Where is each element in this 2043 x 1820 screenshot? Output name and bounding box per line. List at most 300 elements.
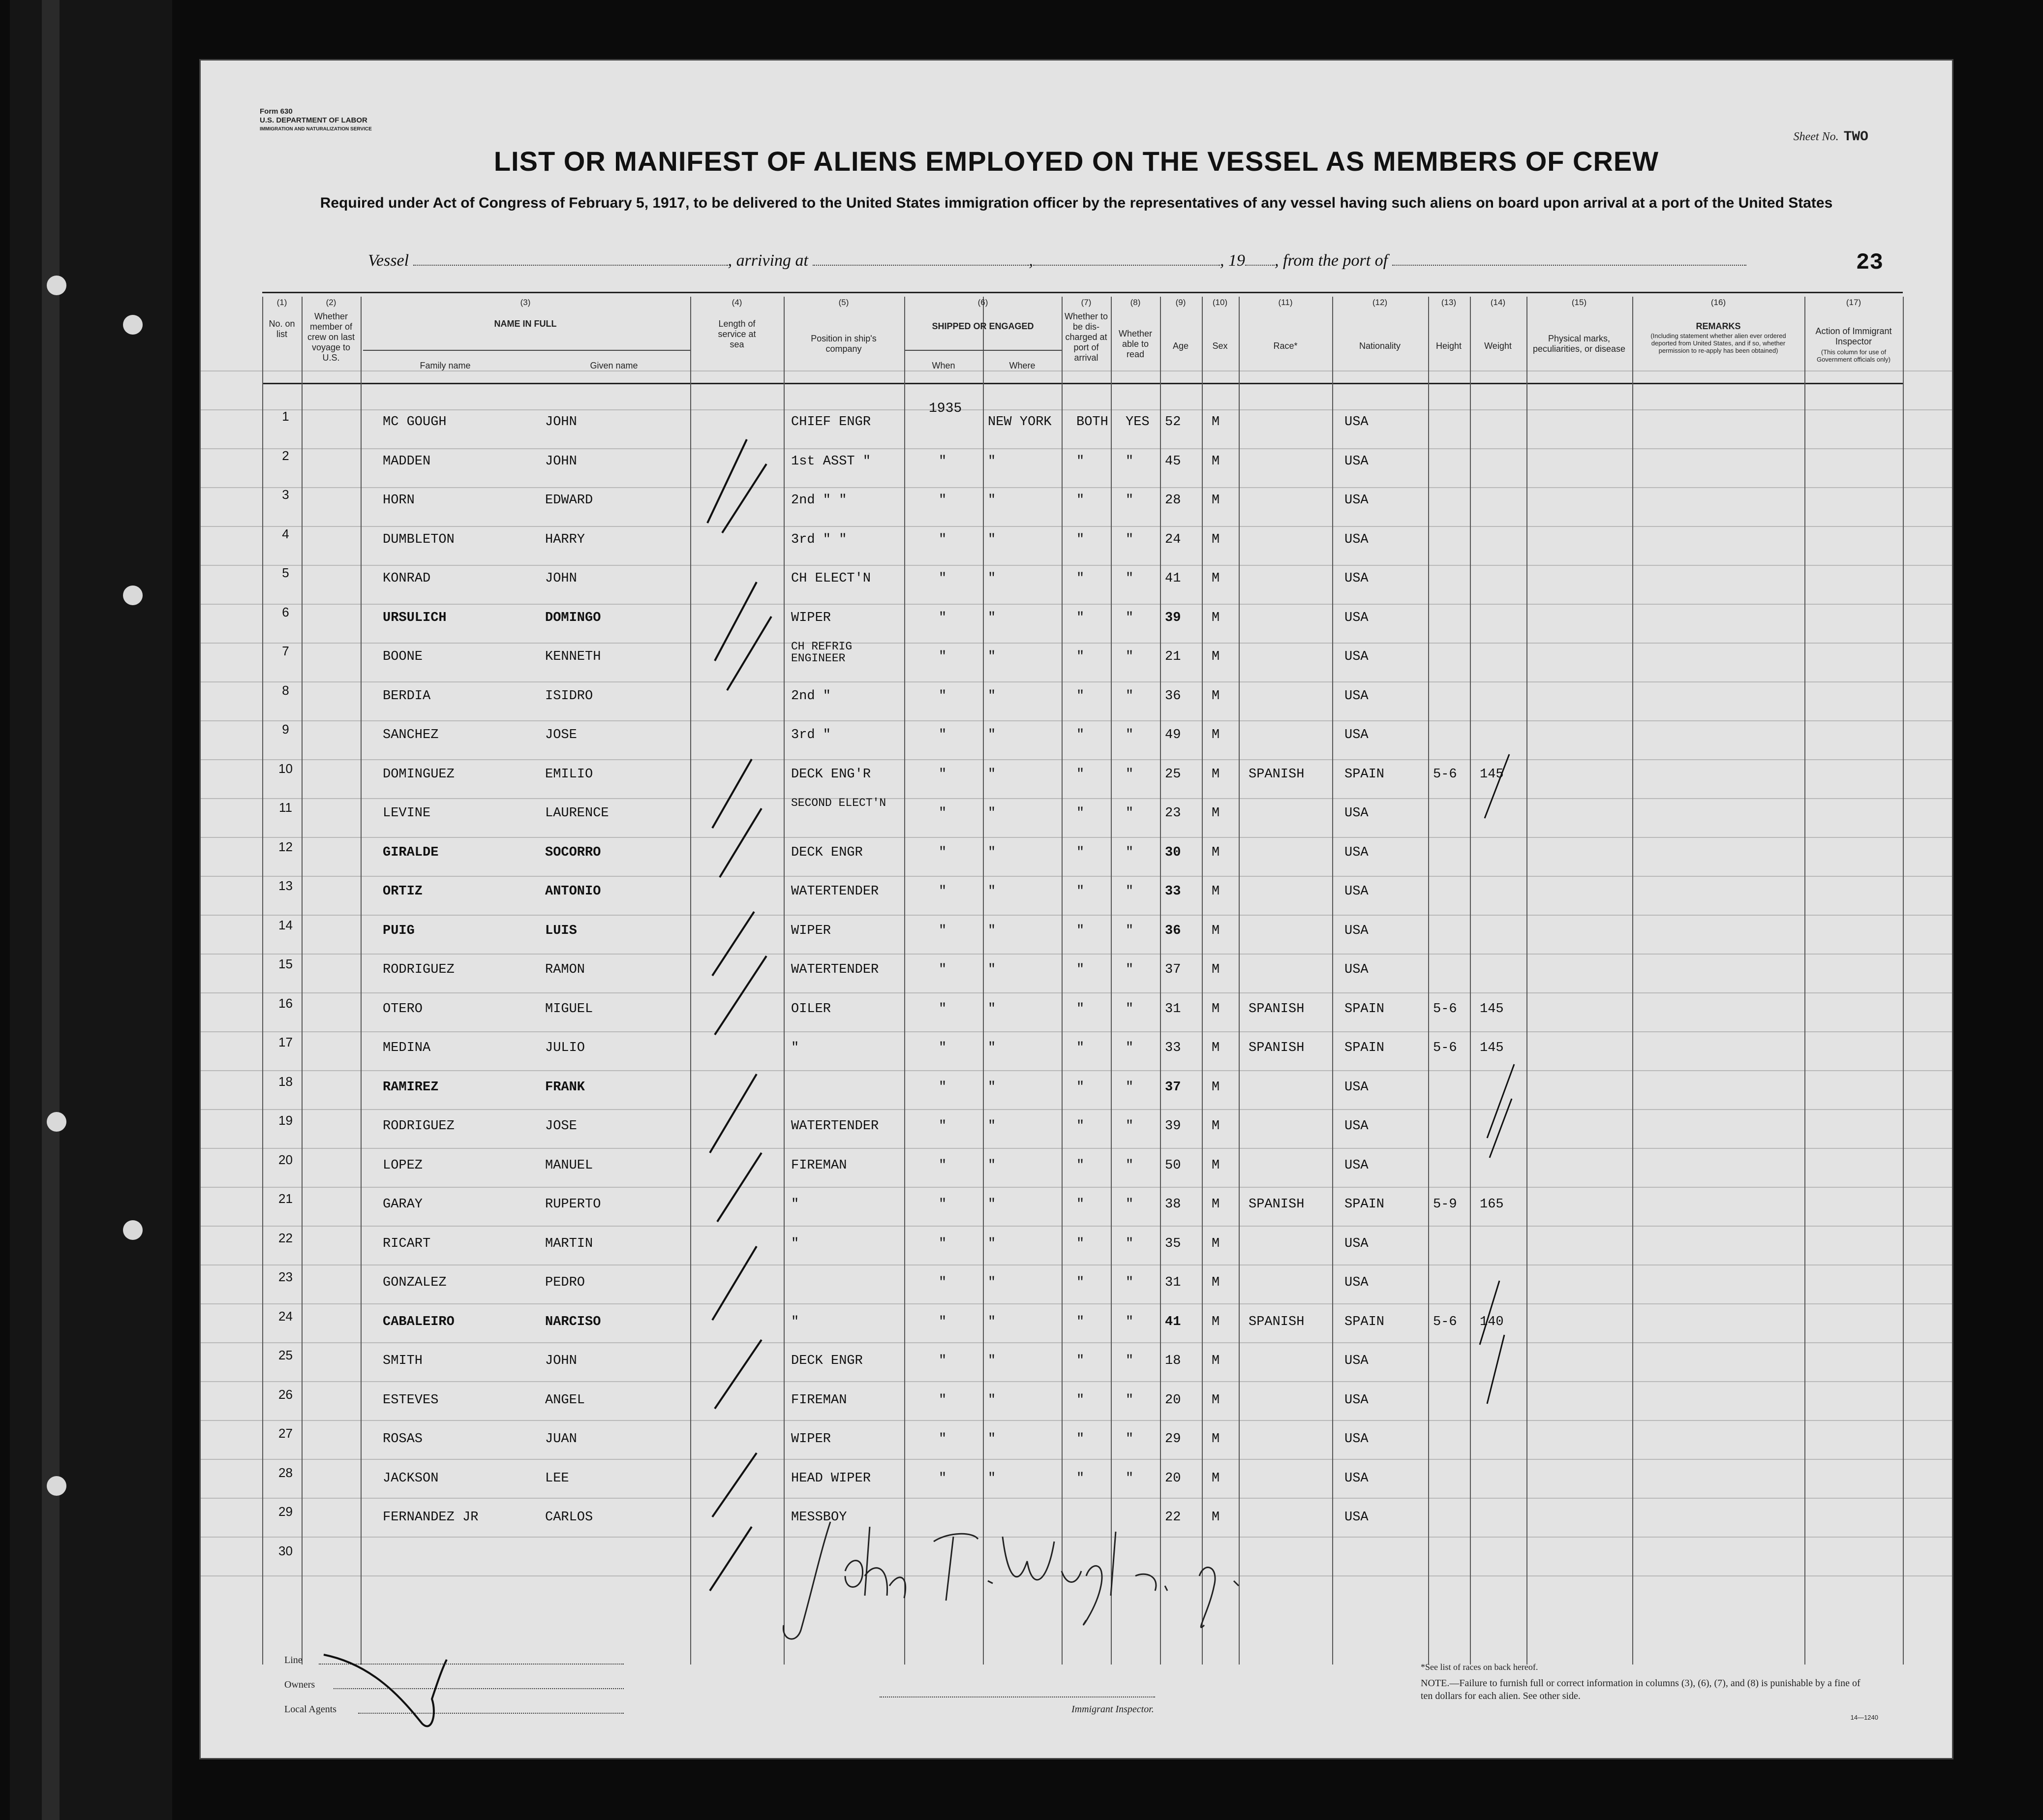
age: 30 [1165, 845, 1181, 860]
column-divider [1804, 297, 1805, 1665]
row-number: 3 [282, 487, 289, 502]
column-divider [690, 297, 691, 1665]
position: CH ELECT'N [791, 571, 871, 586]
arriving-field [813, 252, 1029, 266]
position: DECK ENG'R [791, 767, 871, 782]
given-name: FRANK [545, 1080, 585, 1095]
position: WATERTENDER [791, 884, 879, 899]
nationality: USA [1344, 1236, 1369, 1251]
column-number: (8) [1130, 298, 1141, 307]
nationality: USA [1344, 571, 1369, 586]
shipped-where: " [988, 1471, 996, 1486]
family-name: LOPEZ [383, 1158, 423, 1173]
able-to-read: " [1126, 1392, 1134, 1408]
given-name: LEE [545, 1471, 569, 1486]
age: 21 [1165, 649, 1181, 664]
age: 36 [1165, 923, 1181, 938]
column-divider [1903, 297, 1904, 1665]
shipped-when: " [939, 454, 947, 469]
nationality: USA [1344, 532, 1369, 547]
row-number: 17 [278, 1035, 293, 1049]
given-name: EMILIO [545, 767, 593, 782]
shipped-where: " [988, 1392, 996, 1408]
age: 50 [1165, 1158, 1181, 1173]
nationality: USA [1344, 1080, 1369, 1095]
row-number: 26 [278, 1387, 293, 1402]
header-action-note: (This column for use of Government officials only) [1816, 348, 1891, 363]
printing-code: 14—1240 [1850, 1714, 1878, 1721]
given-name: RAMON [545, 962, 585, 977]
height: 5-6 [1433, 1041, 1457, 1055]
shipped-when: " [939, 1236, 947, 1251]
sex: M [1212, 845, 1220, 860]
row-number: 1 [282, 409, 289, 424]
family-name: ORTIZ [383, 884, 423, 899]
sex: M [1212, 1041, 1220, 1055]
shipped-when: " [939, 1314, 947, 1329]
nationality: USA [1344, 806, 1369, 821]
nationality: SPAIN [1344, 767, 1385, 782]
height: 5-6 [1433, 1001, 1457, 1017]
shipped-where: " [988, 532, 996, 547]
position: DECK ENGR [791, 845, 863, 860]
family-name: ROSAS [383, 1432, 423, 1447]
nationality: USA [1344, 1158, 1369, 1173]
race: SPANISH [1249, 1041, 1305, 1055]
row-number: 14 [278, 917, 293, 932]
sex: M [1212, 1392, 1220, 1408]
age: 37 [1165, 1080, 1181, 1095]
sex: M [1212, 1236, 1220, 1251]
line-label: Line [284, 1655, 303, 1666]
shipped-where: " [988, 1119, 996, 1134]
column-divider [302, 297, 303, 1665]
shipped-when: " [939, 571, 947, 586]
header-discharged: Whether to be dis-charged at port of arrival [1064, 311, 1108, 363]
nationality: SPAIN [1344, 1041, 1385, 1055]
sex: M [1212, 1471, 1220, 1486]
family-name: JACKSON [383, 1471, 439, 1486]
shipped-where: " [988, 688, 996, 704]
column-number: (10) [1212, 298, 1228, 307]
position: 2nd " " [791, 493, 847, 508]
shipped-where: " [988, 1236, 996, 1251]
able-to-read: " [1126, 884, 1134, 899]
header-when: When [932, 361, 955, 370]
nationality: SPAIN [1344, 1197, 1385, 1212]
age: 20 [1165, 1471, 1181, 1486]
agent-scribble [314, 1640, 491, 1738]
discharged: " [1076, 1432, 1085, 1447]
position: OILER [791, 1001, 831, 1017]
discharged: " [1076, 1354, 1085, 1368]
age: 36 [1165, 688, 1181, 704]
family-name: SANCHEZ [383, 728, 439, 742]
able-to-read: " [1126, 1354, 1134, 1368]
family-name: HORN [383, 493, 415, 508]
discharged: " [1076, 728, 1085, 742]
position: " [791, 1314, 799, 1329]
given-name: LAURENCE [545, 806, 609, 821]
nationality: USA [1344, 1392, 1369, 1408]
nationality: USA [1344, 610, 1369, 625]
discharged: " [1076, 649, 1085, 664]
row-number: 7 [282, 644, 289, 658]
column-divider [262, 297, 263, 1665]
family-name: LEVINE [383, 806, 431, 821]
header-able-read: Whether able to read [1118, 329, 1153, 359]
nationality: USA [1344, 1471, 1369, 1486]
age: 39 [1165, 610, 1181, 625]
discharged: " [1076, 806, 1085, 821]
sheet-number-value: TWO [1843, 129, 1868, 145]
shipped-where: " [988, 806, 996, 821]
sex: M [1212, 1119, 1220, 1134]
position: FIREMAN [791, 1158, 847, 1173]
row-number: 15 [278, 956, 293, 971]
able-to-read: " [1126, 1197, 1134, 1212]
discharged: " [1076, 962, 1085, 977]
position: FIREMAN [791, 1392, 847, 1408]
given-name: KENNETH [545, 649, 601, 664]
column-divider [1428, 297, 1429, 1665]
column-divider [904, 297, 905, 1665]
age: 39 [1165, 1119, 1181, 1134]
family-name: KONRAD [383, 571, 431, 586]
sex: M [1212, 415, 1220, 430]
shipped-when: " [939, 923, 947, 938]
family-name: RAMIREZ [383, 1080, 439, 1095]
row-number: 28 [278, 1465, 293, 1480]
shipped-when: " [939, 493, 947, 508]
given-name: MIGUEL [545, 1001, 593, 1017]
discharged: " [1076, 845, 1085, 860]
column-number: (15) [1571, 298, 1587, 307]
column-number: (12) [1372, 298, 1388, 307]
position: " [791, 1041, 799, 1055]
header-remarks-note: (Including statement whether alien ever ordered deported from United States, and if so, whether permission to re-apply has been obtained) [1650, 332, 1786, 354]
position: WATERTENDER [791, 962, 879, 977]
row-number: 18 [278, 1074, 293, 1089]
race: SPANISH [1249, 1314, 1305, 1329]
age: 18 [1165, 1354, 1181, 1368]
shipped-where: " [988, 571, 996, 586]
nationality: USA [1344, 1510, 1369, 1525]
given-name: MANUEL [545, 1158, 593, 1173]
family-name: PUIG [383, 923, 415, 938]
header-remarks: REMARKS [1696, 321, 1741, 331]
column-number: (13) [1441, 298, 1457, 307]
shipped-where: " [988, 1158, 996, 1173]
row-number: 29 [278, 1504, 293, 1519]
position: 3rd " " [791, 532, 847, 547]
header-nationality: Nationality [1359, 341, 1401, 351]
shipped-where: " [988, 884, 996, 899]
discharged: " [1076, 1392, 1085, 1408]
able-to-read: " [1126, 767, 1134, 782]
age: 37 [1165, 962, 1181, 977]
binder-hole [47, 276, 66, 295]
able-to-read: " [1126, 962, 1134, 977]
header-sex: Sex [1212, 341, 1228, 351]
position: CH REFRIG ENGINEER [791, 640, 853, 665]
shipped-where: " [988, 1432, 996, 1447]
position: 3rd " [791, 728, 831, 742]
shipped-when: " [939, 767, 947, 782]
vessel-line: Vessel , arriving at , , 19 , from the port of [368, 251, 1795, 270]
column-divider [361, 297, 362, 1665]
row-number: 25 [278, 1348, 293, 1362]
service-name: IMMIGRATION AND NATURALIZATION SERVICE [260, 126, 372, 132]
binder-hole [47, 1112, 66, 1132]
column-divider [983, 297, 984, 1665]
table-top-rule [262, 292, 1903, 293]
given-name: ISIDRO [545, 688, 593, 704]
weight: 165 [1480, 1197, 1504, 1212]
given-name: RUPERTO [545, 1197, 601, 1212]
race: SPANISH [1249, 767, 1305, 782]
discharged: " [1076, 1158, 1085, 1173]
shipped-where: " [988, 923, 996, 938]
name-header-rule [363, 350, 690, 351]
able-to-read: " [1126, 610, 1134, 625]
sex: M [1212, 1197, 1220, 1212]
year-written: 1935 [929, 401, 962, 416]
able-to-read: " [1126, 1236, 1134, 1251]
year-label: , 19 [1220, 251, 1245, 270]
sex: M [1212, 806, 1220, 821]
page-number: 23 [1856, 250, 1883, 276]
age: 38 [1165, 1197, 1181, 1212]
given-name: JOHN [545, 415, 577, 430]
discharged: " [1076, 884, 1085, 899]
nationality: USA [1344, 649, 1369, 664]
form-number: Form 630 [260, 107, 293, 116]
age: 35 [1165, 1236, 1181, 1251]
row-number: 6 [282, 604, 289, 619]
row-number: 22 [278, 1230, 293, 1245]
family-name: GIRALDE [383, 845, 439, 860]
discharged: " [1076, 767, 1085, 782]
vessel-field [413, 252, 728, 266]
header-family-name: Family name [420, 361, 471, 370]
shipped-when: " [939, 688, 947, 704]
family-name: DOMINGUEZ [383, 767, 455, 782]
shipped-when: " [939, 1432, 947, 1447]
age: 33 [1165, 884, 1181, 899]
position: HEAD WIPER [791, 1471, 871, 1486]
able-to-read: " [1126, 845, 1134, 860]
position: CHIEF ENGR [791, 415, 871, 430]
age: 52 [1165, 415, 1181, 430]
row-number: 20 [278, 1152, 293, 1167]
sex: M [1212, 571, 1220, 586]
shipped-when: " [939, 1001, 947, 1017]
discharged: " [1076, 532, 1085, 547]
given-name: PEDRO [545, 1275, 585, 1290]
family-name: GONZALEZ [383, 1275, 447, 1290]
shipped-where: " [988, 610, 996, 625]
form-identifier [260, 107, 372, 134]
shipped-where: " [988, 493, 996, 508]
arriving-label: , arriving at [728, 251, 808, 270]
vessel-label: Vessel [368, 251, 409, 270]
sex: M [1212, 1080, 1220, 1095]
given-name: DOMINGO [545, 610, 601, 625]
able-to-read: " [1126, 1001, 1134, 1017]
sex: M [1212, 610, 1220, 625]
given-name: JOSE [545, 1119, 577, 1134]
sex: M [1212, 923, 1220, 938]
discharged: BOTH [1076, 415, 1108, 430]
header-bottom-rule [262, 383, 1903, 384]
header-physical-marks: Physical marks, peculiarities, or disease [1532, 334, 1626, 354]
shipped-where: " [988, 1001, 996, 1017]
age: 33 [1165, 1041, 1181, 1055]
nationality: USA [1344, 688, 1369, 704]
able-to-read: " [1126, 532, 1134, 547]
port-field [1392, 252, 1746, 266]
position: WIPER [791, 1432, 831, 1447]
able-to-read: " [1126, 493, 1134, 508]
sex: M [1212, 1275, 1220, 1290]
row-number: 27 [278, 1426, 293, 1441]
discharged: " [1076, 1471, 1085, 1486]
binder-hole [123, 586, 143, 605]
family-name: MC GOUGH [383, 415, 447, 430]
discharged: " [1076, 454, 1085, 469]
sex: M [1212, 1510, 1220, 1525]
sex: M [1212, 688, 1220, 704]
shipped-where: " [988, 1354, 996, 1368]
annotation-strokes [1470, 666, 1568, 1453]
able-to-read: " [1126, 571, 1134, 586]
family-name: OTERO [383, 1001, 423, 1017]
family-name: MEDINA [383, 1041, 431, 1055]
position: 2nd " [791, 688, 831, 704]
shipped-where: " [988, 1314, 996, 1329]
row-number: 5 [282, 565, 289, 580]
column-divider [1202, 297, 1203, 1665]
header-action: Action of Immigrant Inspector [1815, 326, 1892, 346]
column-number: (17) [1846, 298, 1861, 307]
nationality: USA [1344, 1432, 1369, 1447]
family-name: BERDIA [383, 688, 431, 704]
row-number: 16 [278, 995, 293, 1011]
family-name: BOONE [383, 649, 423, 664]
given-name: JOSE [545, 728, 577, 742]
able-to-read: " [1126, 1041, 1134, 1055]
discharged: " [1076, 1080, 1085, 1095]
weight: 140 [1480, 1314, 1504, 1329]
nationality: USA [1344, 454, 1369, 469]
header-age: Age [1172, 341, 1189, 351]
discharged: " [1076, 688, 1085, 704]
shipped-when: " [939, 532, 947, 547]
shipped-when: " [939, 884, 947, 899]
nationality: USA [1344, 493, 1369, 508]
row-number: 19 [278, 1113, 293, 1128]
shipped-when: " [939, 962, 947, 977]
agents-label: Local Agents [284, 1704, 337, 1715]
header-last-voyage: Whether member of crew on last voyage to U.S. [307, 311, 355, 363]
nationality: USA [1344, 1119, 1369, 1134]
column-number: (7) [1081, 298, 1092, 307]
inspector-label: Immigrant Inspector. [1071, 1704, 1154, 1715]
shipped-where: " [988, 1080, 996, 1095]
shipped-where: " [988, 454, 996, 469]
department-name: U.S. DEPARTMENT OF LABOR [260, 116, 367, 124]
weight: 145 [1480, 767, 1504, 782]
shipped-when: " [939, 1119, 947, 1134]
shipped-when: " [939, 1392, 947, 1408]
races-note: *See list of races on back hereof. [1421, 1662, 1538, 1672]
discharged: " [1076, 1119, 1085, 1134]
discharged: " [1076, 923, 1085, 938]
nationality: USA [1344, 1275, 1369, 1290]
discharged: " [1076, 1275, 1085, 1290]
nationality: SPAIN [1344, 1314, 1385, 1329]
shipped-where: " [988, 845, 996, 860]
sheet-number [1794, 129, 1868, 145]
header-shipped-engaged: SHIPPED OR ENGAGED [932, 321, 1034, 331]
column-number: (11) [1278, 298, 1293, 307]
sex: M [1212, 493, 1220, 508]
sheet-number-label: Sheet No. [1793, 130, 1839, 143]
given-name: ANGEL [545, 1392, 585, 1408]
owners-label: Owners [284, 1679, 315, 1690]
given-name: NARCISO [545, 1314, 601, 1329]
position: 1st ASST " [791, 454, 871, 469]
shipped-when: " [939, 845, 947, 860]
able-to-read: YES [1126, 415, 1150, 430]
row-number: 8 [282, 682, 289, 698]
binder-hole [123, 1220, 143, 1240]
discharged: " [1076, 1001, 1085, 1017]
family-name: DUMBLETON [383, 532, 455, 547]
year-field [1245, 252, 1275, 266]
discharged: " [1076, 1314, 1085, 1329]
nationality: USA [1344, 1354, 1369, 1368]
shipped-where: " [988, 1275, 996, 1290]
given-name: JUAN [545, 1432, 577, 1447]
position: WATERTENDER [791, 1119, 879, 1134]
able-to-read: " [1126, 454, 1134, 469]
family-name: MADDEN [383, 454, 431, 469]
row-number: 9 [282, 722, 289, 737]
row-number: 11 [279, 800, 292, 815]
discharged: " [1076, 1041, 1085, 1055]
nationality: USA [1344, 923, 1369, 938]
column-divider [1332, 297, 1333, 1665]
service-length-slashes [693, 385, 786, 1615]
column-divider [1239, 297, 1240, 1665]
shipped-when: " [939, 649, 947, 664]
family-name: CABALEIRO [383, 1314, 455, 1329]
column-number: (1) [276, 298, 287, 307]
sex: M [1212, 454, 1220, 469]
discharged: " [1076, 571, 1085, 586]
age: 25 [1165, 767, 1181, 782]
able-to-read: " [1126, 1432, 1134, 1447]
given-name: LUIS [545, 923, 577, 938]
header-race: Race* [1273, 341, 1298, 351]
sex: M [1212, 884, 1220, 899]
nationality: USA [1344, 962, 1369, 977]
row-number: 24 [278, 1308, 293, 1324]
column-number: (4) [732, 298, 742, 307]
manifest-sheet [199, 59, 1953, 1759]
